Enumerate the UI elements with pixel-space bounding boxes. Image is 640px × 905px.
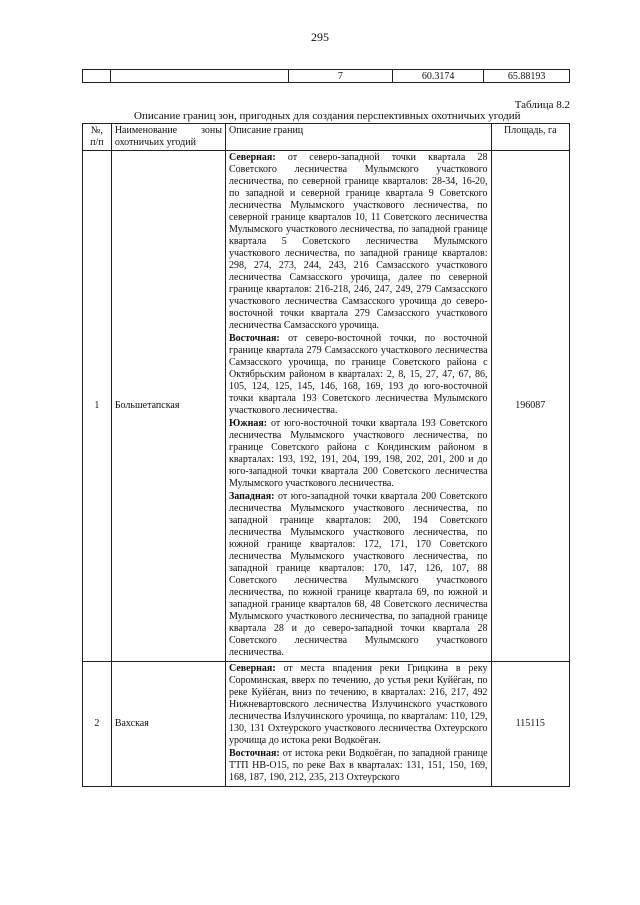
row-number: 2 (83, 662, 112, 787)
boundary-direction: Восточная: (228, 333, 280, 344)
boundary-block (229, 152, 488, 332)
boundary-text: от северо-западной точки квартала 28 Советского лесничества Мулымского участкового лесничества, по северной границе кварталов: 28-34, 16-20, по западной и северной границе квартала 9 Советского лесничества Мулымского участкового лесничества, по северной границе кварталов 10, 11 Советского лесничества Мулымского участкового лесничества, по западной границе квартала 5 Советского лесничества Мулымского участкового лесничества, по западной границе кварталов: 298, 274, 273, 244, 243, 216 Самзасского участкового лесничества Самзасского урочища, далее по северной границе кварталов: 216-218, 246, 247, 249, 279 Самзасского участкового лесничества Самзасского урочища до северо-восточной точки квартала 279 Самзасского участкового лесничества Самзасского урочища. (228, 152, 488, 331)
boundary-block (229, 333, 488, 417)
table-row (83, 151, 570, 662)
boundary-direction: Западная: (228, 491, 275, 502)
zone-area: 196087 (491, 151, 569, 662)
boundary-block (229, 491, 488, 659)
header-area: Площадь, га (491, 124, 569, 151)
boundary-text: от юго-восточной точки квартала 193 Советского лесничества Мулымского участкового лесничества, по границе Советского района с Кондинским районом в кварталах: 193, 192, 191, 204, 199, 198, 202, 201, 200 и до юго-западной точки квартала 200 Советского лесничества Мулымского участкового лесничества. (228, 418, 488, 489)
boundary-text: от места впадения реки Грицкина в реку Сороминская, вверх по течению, до устья реки Куйёган, по реке Куйёган, вниз по течению, в кварталах: 216, 217, 492 Нижневартовского лесничества Излучинского участкового лесничества Излучинского урочища, по кварталам: 110, 129, 130, 131 Охтеурского участкового лесничества Охтеурского урочища до истока реки Водкоёган. (228, 663, 488, 746)
header-num: №, п/п (83, 124, 112, 151)
table-row (83, 70, 570, 83)
boundary-direction: Северная: (228, 152, 276, 163)
zone-name: Вахская (111, 662, 225, 787)
table-cell: 60.3174 (392, 70, 483, 83)
table-cell: 7 (288, 70, 392, 83)
table-cell: 65.88193 (484, 70, 570, 83)
previous-table-tail (82, 69, 570, 83)
boundary-block (229, 663, 488, 747)
table-title: Описание границ зон, пригодных для создания перспективных охотничьих угодий (134, 110, 521, 122)
boundary-text: от юго-западной точки квартала 200 Советского лесничества Мулымского участкового лесничества, по западной границе кварталов: 200, 194 Советского лесничества Мулымского участкового лесничества, по южной границе кварталов: 172, 171, 170 Советского лесничества Мулымского участкового лесничества, по западной границе кварталов: 170, 147, 126, 107, 88 Советского лесничества Мулымского участкового лесничества, по южной границе квартала 69, по южной и западной границе кварталов 68, 48 Советского лесничества Мулымского участкового лесничества, по западной границе квартала 28 и до северо-западной точки квартала 28 Советского лесничества Мулымского участкового лесничества. (228, 491, 488, 658)
boundary-direction: Северная: (228, 663, 276, 674)
zones-table (82, 123, 570, 787)
header-desc: Описание границ (225, 124, 491, 151)
page-number: 295 (311, 30, 329, 44)
boundary-block (229, 748, 488, 784)
table-body (83, 151, 570, 787)
boundary-block (229, 418, 488, 490)
table-header-row (83, 124, 570, 151)
boundary-text: от истока реки Водкоёган, по западной границе ТТП НВ-О15, по реке Вах в кварталах: 131, 151, 150, 169, 168, 187, 190, 212, 235, 213 Охтеурского (228, 748, 488, 783)
table-cell (83, 70, 111, 83)
boundary-direction: Южная: (228, 418, 268, 429)
zone-name: Большетапская (111, 151, 225, 662)
table-caption: Таблица 8.2 (514, 99, 570, 111)
header-name: Наименование зоны охотничьих угодий (111, 124, 225, 151)
boundary-description (225, 151, 491, 662)
table-row (83, 662, 570, 787)
row-number: 1 (83, 151, 112, 662)
zone-area: 115115 (491, 662, 569, 787)
boundary-direction: Восточная: (228, 748, 280, 759)
table-cell (111, 70, 289, 83)
boundary-text: от северо-восточной точки, по восточной границе квартала 279 Самзасского участкового лесничества Самзасского урочища, по границе Советского района с Октябрьским районом в кварталах: 2, 8, 15, 27, 47, 67, 86, 105, 124, 125, 145, 146, 168, 169, 193 до юго-восточной точки квартала 193 Советского лесничества Мулымского участкового лесничества. (228, 333, 488, 416)
boundary-description (225, 662, 491, 787)
